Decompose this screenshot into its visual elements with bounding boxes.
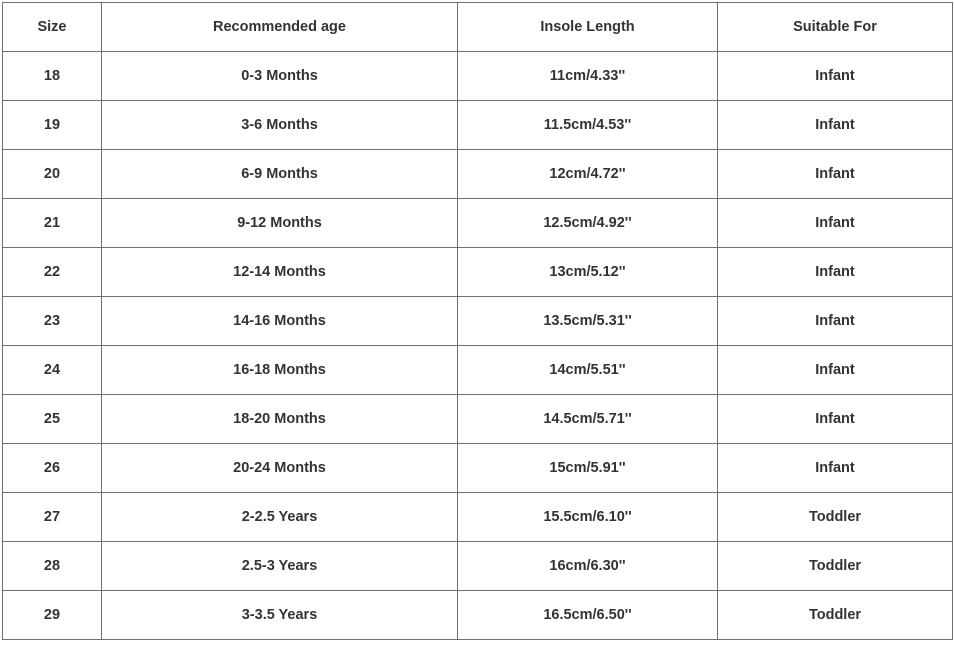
table-row bbox=[3, 101, 953, 150]
size-cell: 19 bbox=[3, 101, 102, 150]
header-recommended-age: Recommended age bbox=[102, 3, 458, 52]
table-row bbox=[3, 591, 953, 640]
insole-length-cell: 16cm/6.30'' bbox=[458, 542, 718, 591]
size-cell: 22 bbox=[3, 248, 102, 297]
suitable-for-cell: Infant bbox=[718, 52, 953, 101]
header-insole-length: Insole Length bbox=[458, 3, 718, 52]
size-cell: 20 bbox=[3, 150, 102, 199]
table-header bbox=[3, 3, 953, 52]
size-cell: 26 bbox=[3, 444, 102, 493]
recommended-age-cell: 2-2.5 Years bbox=[102, 493, 458, 542]
insole-length-cell: 16.5cm/6.50'' bbox=[458, 591, 718, 640]
table-row bbox=[3, 395, 953, 444]
recommended-age-cell: 14-16 Months bbox=[102, 297, 458, 346]
suitable-for-cell: Infant bbox=[718, 297, 953, 346]
suitable-for-cell: Toddler bbox=[718, 591, 953, 640]
size-cell: 24 bbox=[3, 346, 102, 395]
recommended-age-cell: 20-24 Months bbox=[102, 444, 458, 493]
size-cell: 28 bbox=[3, 542, 102, 591]
recommended-age-cell: 12-14 Months bbox=[102, 248, 458, 297]
recommended-age-cell: 3-6 Months bbox=[102, 101, 458, 150]
insole-length-cell: 14cm/5.51'' bbox=[458, 346, 718, 395]
table-row bbox=[3, 346, 953, 395]
table-row bbox=[3, 444, 953, 493]
header-row bbox=[3, 3, 953, 52]
size-chart-table bbox=[2, 2, 953, 640]
size-cell: 25 bbox=[3, 395, 102, 444]
insole-length-cell: 15cm/5.91'' bbox=[458, 444, 718, 493]
insole-length-cell: 11.5cm/4.53'' bbox=[458, 101, 718, 150]
table-row bbox=[3, 150, 953, 199]
size-cell: 29 bbox=[3, 591, 102, 640]
suitable-for-cell: Infant bbox=[718, 444, 953, 493]
suitable-for-cell: Toddler bbox=[718, 542, 953, 591]
suitable-for-cell: Infant bbox=[718, 150, 953, 199]
recommended-age-cell: 0-3 Months bbox=[102, 52, 458, 101]
table-row bbox=[3, 199, 953, 248]
suitable-for-cell: Infant bbox=[718, 199, 953, 248]
insole-length-cell: 13.5cm/5.31'' bbox=[458, 297, 718, 346]
table-row bbox=[3, 542, 953, 591]
size-cell: 23 bbox=[3, 297, 102, 346]
recommended-age-cell: 18-20 Months bbox=[102, 395, 458, 444]
size-cell: 27 bbox=[3, 493, 102, 542]
size-cell: 18 bbox=[3, 52, 102, 101]
insole-length-cell: 14.5cm/5.71'' bbox=[458, 395, 718, 444]
size-cell: 21 bbox=[3, 199, 102, 248]
table-row bbox=[3, 493, 953, 542]
suitable-for-cell: Toddler bbox=[718, 493, 953, 542]
suitable-for-cell: Infant bbox=[718, 248, 953, 297]
insole-length-cell: 13cm/5.12'' bbox=[458, 248, 718, 297]
table-row bbox=[3, 52, 953, 101]
header-suitable-for: Suitable For bbox=[718, 3, 953, 52]
recommended-age-cell: 3-3.5 Years bbox=[102, 591, 458, 640]
table-row bbox=[3, 297, 953, 346]
recommended-age-cell: 2.5-3 Years bbox=[102, 542, 458, 591]
table-body bbox=[3, 52, 953, 640]
insole-length-cell: 12.5cm/4.92'' bbox=[458, 199, 718, 248]
table-row bbox=[3, 248, 953, 297]
insole-length-cell: 11cm/4.33'' bbox=[458, 52, 718, 101]
insole-length-cell: 15.5cm/6.10'' bbox=[458, 493, 718, 542]
suitable-for-cell: Infant bbox=[718, 395, 953, 444]
recommended-age-cell: 16-18 Months bbox=[102, 346, 458, 395]
insole-length-cell: 12cm/4.72'' bbox=[458, 150, 718, 199]
recommended-age-cell: 9-12 Months bbox=[102, 199, 458, 248]
suitable-for-cell: Infant bbox=[718, 346, 953, 395]
header-size: Size bbox=[3, 3, 102, 52]
suitable-for-cell: Infant bbox=[718, 101, 953, 150]
recommended-age-cell: 6-9 Months bbox=[102, 150, 458, 199]
